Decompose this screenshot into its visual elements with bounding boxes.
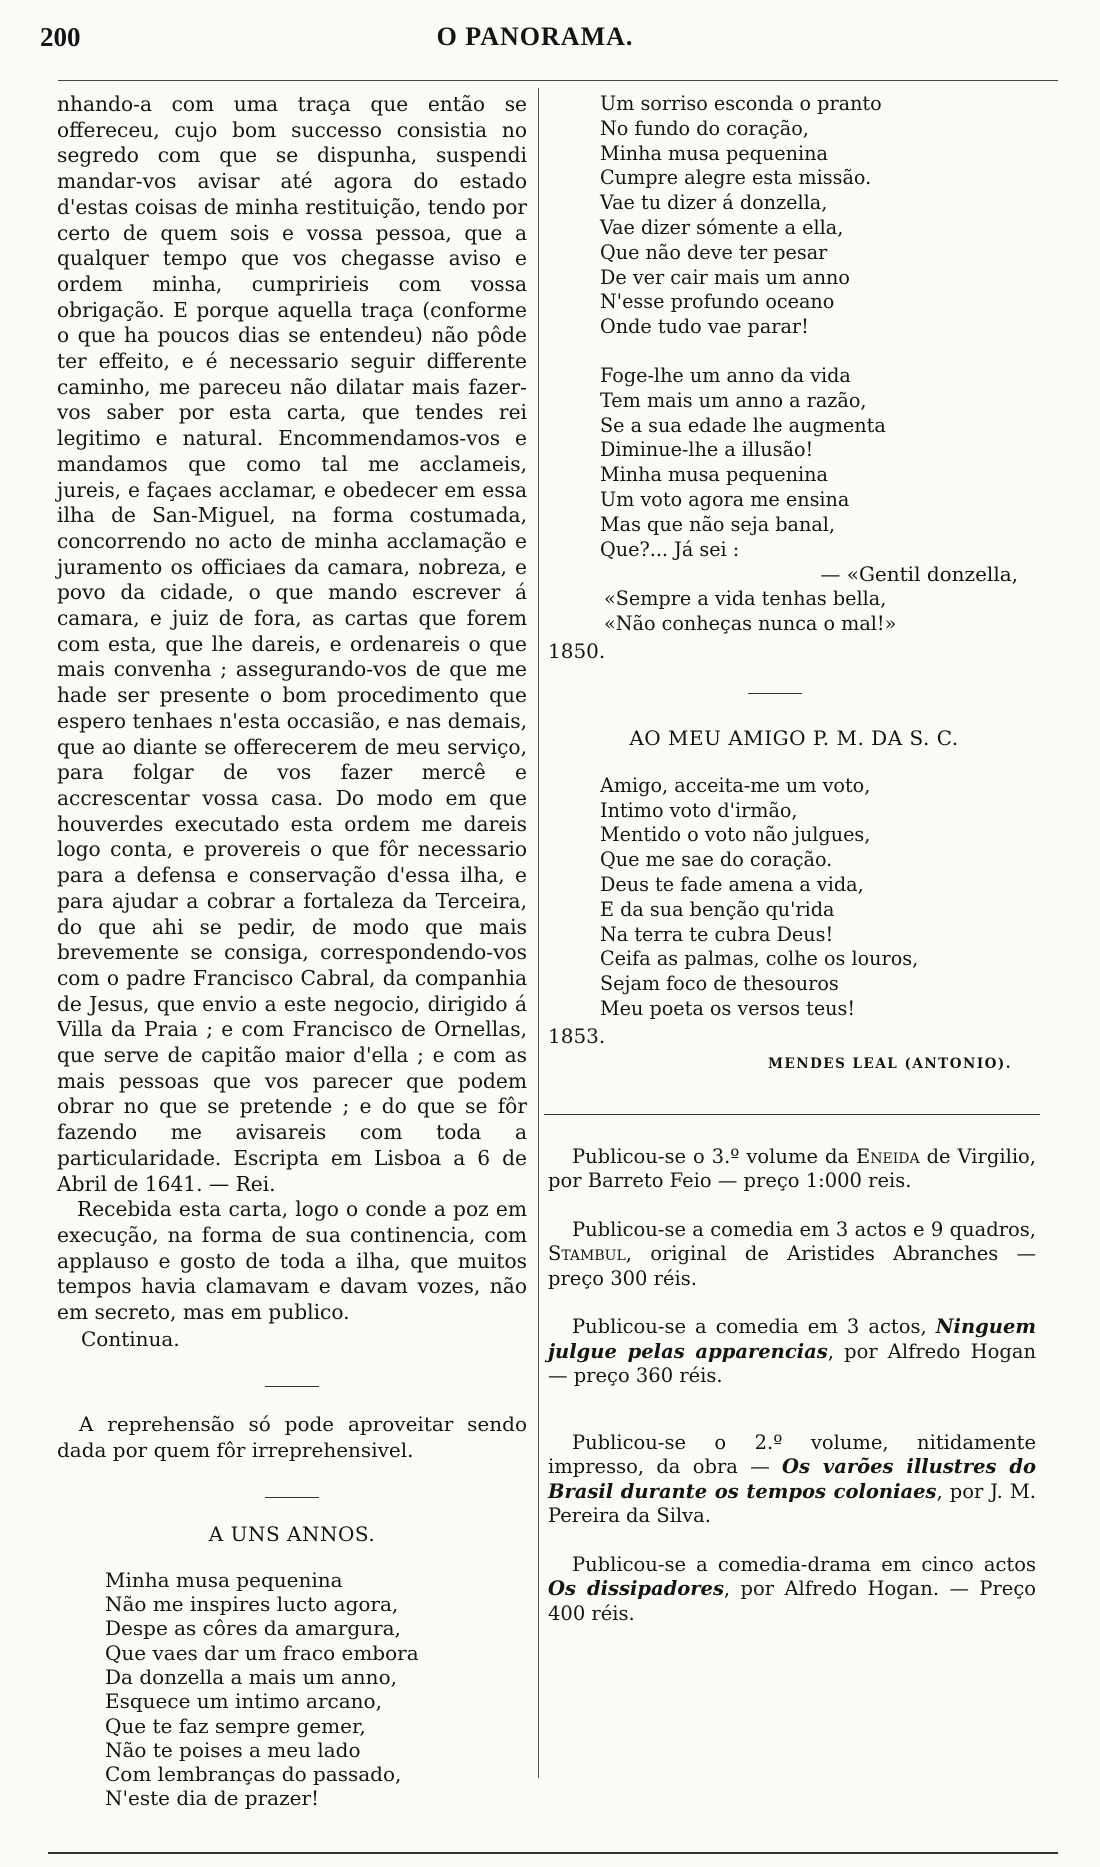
poem-line: Deus te fade amena a vida,: [600, 872, 864, 896]
poem-line: No fundo do coração,: [600, 116, 809, 140]
notice-text: , por J. M. Pereira da Silva.: [548, 1479, 1036, 1528]
notice-text: de Virgilio, por Barreto Feio — preço 1:000 reis.: [548, 1144, 1036, 1193]
notice-text: , por Alfredo Hogan — preço 360 réis.: [548, 1339, 1037, 1388]
letter-paragraph-2: Recebida esta carta, logo o conde a poz em execução, na forma de sua continencia, com applauso e gosto de toda a ilha, que muitos tempos havia clamavam e davam vozes, não em secreto, mas em publico.: [57, 1197, 527, 1325]
poem-line: Cumpre alegre esta missão.: [600, 166, 872, 190]
poem-line: Minha musa pequenina: [105, 1567, 343, 1592]
poem-line: Na terra te cubra Deus!: [600, 922, 834, 946]
poem-line: Vae tu dizer á donzella,: [600, 191, 828, 215]
masthead-title: O PANORAMA.: [436, 22, 634, 51]
notice-title: Os dissipadores: [548, 1577, 724, 1601]
notice-title: Ninguem julgue pelas apparencias: [548, 1315, 1036, 1363]
poem-line: Intimo voto d'irmão,: [600, 798, 798, 822]
page-number: 200: [40, 22, 81, 52]
notice-title: Os varões illustres do Brasil durante os tempos coloniaes: [548, 1455, 1036, 1503]
header-rule: [58, 80, 1058, 81]
notice-item: [548, 1431, 1036, 1529]
poem-line: Não te poises a meu lado: [105, 1737, 361, 1762]
poem-continuation: [600, 92, 1040, 637]
poem-line: Onde tudo vae parar!: [600, 315, 809, 339]
notices-rule: [544, 1114, 1040, 1115]
poem-line: E da sua benção qu'rida: [600, 897, 835, 921]
poem-line: Amigo, acceita-me um voto,: [600, 773, 871, 797]
notice-text: Publicou-se a comedia em 3 actos,: [572, 1315, 936, 1339]
poem2-lines: [600, 774, 1040, 1022]
notice-text: Publicou-se a comedia em 3 actos e 9 quadros,: [572, 1217, 1036, 1241]
stanza-gap: [600, 340, 1040, 364]
author-signature: MENDES LEAL (ANTONIO).: [768, 1055, 1012, 1072]
poem-year: 1850.: [548, 638, 606, 663]
poem-line: Que me sae do coração.: [600, 848, 833, 872]
poem-line: Mentido o voto não julgues,: [600, 823, 871, 847]
section-rule: [265, 1386, 319, 1387]
column-divider: [538, 88, 539, 1778]
poem-signoff: — «Gentil donzella,: [820, 562, 1018, 587]
poem-line: Mas que não seja banal,: [600, 512, 836, 536]
poem-line: Esquece um intimo arcano,: [105, 1689, 382, 1714]
left-column: [57, 92, 527, 1811]
maxim-text: A reprehensão só pode aproveitar sendo dada por quem fôr irreprehensivel.: [57, 1411, 527, 1462]
poem-title: A UNS ANNOS.: [208, 1521, 376, 1546]
notice-text: , por Alfredo Hogan. — Preço 400 réis.: [548, 1577, 1036, 1625]
section-rule: [265, 1497, 319, 1498]
poem2-year: 1853.: [548, 1023, 606, 1048]
poem-line: Que?... Já sei :: [600, 537, 740, 561]
notice-item: [548, 1218, 1036, 1292]
poem-line: Tem mais um anno a razão,: [600, 388, 867, 412]
section-rule: [748, 693, 802, 694]
notice-item: [548, 1315, 1036, 1389]
notice-text: , original de Aristides Abranches — preço 300 réis.: [548, 1242, 1036, 1290]
poem-line: Minha musa pequenina: [600, 463, 828, 487]
poem2-title: AO MEU AMIGO P. M. DA S. C.: [629, 725, 959, 750]
poem-line: «Sempre a vida tenhas bella,: [604, 587, 887, 611]
poem-line: Meu poeta os versos teus!: [600, 996, 856, 1020]
notice-item: [548, 1145, 1036, 1194]
poem-line: Um sorriso esconda o pranto: [600, 92, 882, 115]
poem-line: De ver cair mais um anno: [600, 265, 850, 289]
poem-line: Diminue-lhe a illusão!: [600, 438, 814, 462]
right-column: [548, 92, 1040, 1650]
poem-line: N'esse profundo oceano: [600, 290, 835, 314]
poem-line: Ceifa as palmas, colhe os louros,: [600, 947, 919, 971]
poem-line: Um voto agora me ensina: [600, 487, 850, 511]
letter-paragraph: nhando-a com uma traça que então se offereceu, cujo bom successo consistia no segredo com que se dispunha, suspendi mandar-vos avisar até agora do estado d'estas coisas de minha restituição, tendo por certo de quem sois e vossa pessoa, que a qualquer tempo que vos chegasse aviso e ordem minha, cumpririeis com vossa obrigação. E porque aquella traça (conforme o que ha poucos dias se entendeu) não pôde ter effeito, e é necessario seguir differente caminho, me pareceu não dilatar mais fazer-vos saber por esta carta, que tendes rei legitimo e natural. Encommendamos-vos e mandamos que como tal me acclameis, jureis, e façaes acclamar, e obedecer em essa ilha de San-Miguel, na forma costumada, concorrendo no acto de minha acclamação e juramento os officiaes da camara, nobreza, e povo da cidade, o que mando escrever á camara, e juiz de fora, as cartas que forem com esta, que lhe dareis, e ordenareis o que mais convenha ; assegurando-vos de que me hade ser presente o bom procedimento que espero tenhaes n'esta occasião, e nas demais, que ao diante se offerecerem de meu serviço, para folgar de vos fazer mercê e accrescentar vossa casa. Do modo em que houverdes executado esta ordem me dareis logo conta, e provereis o que fôr necessario para a defensa e conservação d'essa ilha, e para ajudar a cobrar a fortaleza da Terceira, do que ahi se pedir, de modo que mais brevemente se consiga, correspondendo-vos com o padre Francisco Cabral, da companhia de Jesus, que envio a este negocio, dirigido á Villa da Praia ; e com Francisco de Ornellas, que serve de capitão maior d'ella ; e com as mais pessoas que vos parecer que podem obrar no que se pretende ; e do que se fôr fazendo me avisareis com toda a particularidade. Escripta em Lisboa a 6 de Abril de 1641. — Rei.: [57, 92, 527, 1196]
poem-line: Minha musa pequenina: [600, 141, 828, 165]
bottom-rule: [48, 1852, 1058, 1854]
poem-lines-left: [105, 1568, 527, 1811]
poem-line: Que não deve ter pesar: [600, 240, 828, 264]
poem-line: Da donzella a mais um anno,: [105, 1664, 397, 1689]
poem-line: Que te faz sempre gemer,: [105, 1713, 366, 1738]
letter-text: [57, 92, 527, 1326]
poem-line: Sejam foco de thesouros: [600, 972, 839, 996]
poem-line: Se a sua edade lhe augmenta: [600, 413, 886, 437]
notice-text: Publicou-se o 3.º volume da: [572, 1144, 857, 1168]
notice-text: Publicou-se a comedia-drama em cinco actos: [572, 1552, 1036, 1576]
page-header: [40, 18, 1030, 64]
poem-line: Foge-lhe um anno da vida: [600, 363, 851, 387]
poem-line: Não me inspires lucto agora,: [105, 1592, 399, 1617]
poem-line: Que vaes dar um fraco embora: [105, 1640, 419, 1665]
notice-title: Stambul: [548, 1242, 626, 1266]
poem-line: Com lembranças do passado,: [105, 1762, 402, 1787]
poem-line: «Não conheças nunca o mal!»: [604, 611, 897, 635]
notice-item: [548, 1553, 1036, 1627]
poem-line: N'este dia de prazer!: [105, 1786, 320, 1811]
notice-title: Eneida: [856, 1144, 920, 1168]
poem-line: Despe as côres da amargura,: [105, 1616, 401, 1641]
continua-label: Continua.: [81, 1326, 180, 1351]
notice-text: Publicou-se o 2.º volume, nitidamente impresso, da obra —: [548, 1430, 1036, 1479]
poem-line: Vae dizer sómente a ella,: [600, 215, 844, 239]
